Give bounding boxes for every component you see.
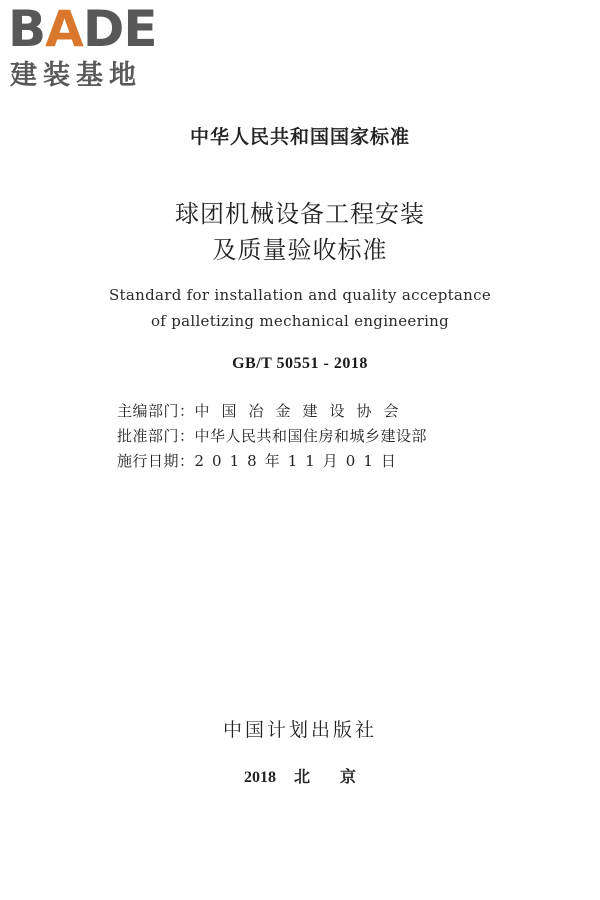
publication-year: 2018	[243, 769, 276, 786]
meta-row-approver	[117, 424, 427, 449]
logo-letter-b: B	[8, 0, 46, 58]
standard-code: GB/T 50551 - 2018	[232, 355, 368, 372]
meta-label: 批准部门：	[117, 427, 195, 445]
bade-logo	[8, 0, 176, 92]
meta-value: 2018年11月01日	[194, 452, 404, 470]
national-standard-heading: 中华人民共和国国家标准	[189, 126, 410, 148]
title-en-line1: Standard for installation and quality acceptance	[108, 286, 492, 304]
meta-block	[117, 399, 427, 474]
meta-row-editor	[117, 399, 427, 424]
meta-label: 施行日期：	[117, 452, 195, 470]
logo-letters-de: DE	[82, 0, 157, 58]
meta-value: 中华人民共和国住房和城乡建设部	[194, 427, 428, 445]
title-cn-line1: 球团机械设备工程安装	[175, 200, 425, 228]
logo-wordmark	[8, 0, 157, 58]
publication-place	[0, 764, 600, 787]
title-cn-line2: 及质量验收标准	[212, 236, 388, 264]
publisher: 中国计划出版社	[222, 719, 377, 741]
publication-city-part2: 京	[340, 769, 357, 786]
title-en-line2: of palletizing mechanical engineering	[150, 312, 450, 330]
meta-label: 主编部门：	[117, 402, 195, 420]
logo-subtitle: 建装基地	[10, 60, 142, 91]
logo-letter-a: A	[45, 0, 83, 58]
publication-city-part1: 北	[293, 769, 310, 786]
meta-value: 中国冶金建设协会	[194, 402, 411, 420]
meta-row-effective-date	[117, 449, 427, 474]
